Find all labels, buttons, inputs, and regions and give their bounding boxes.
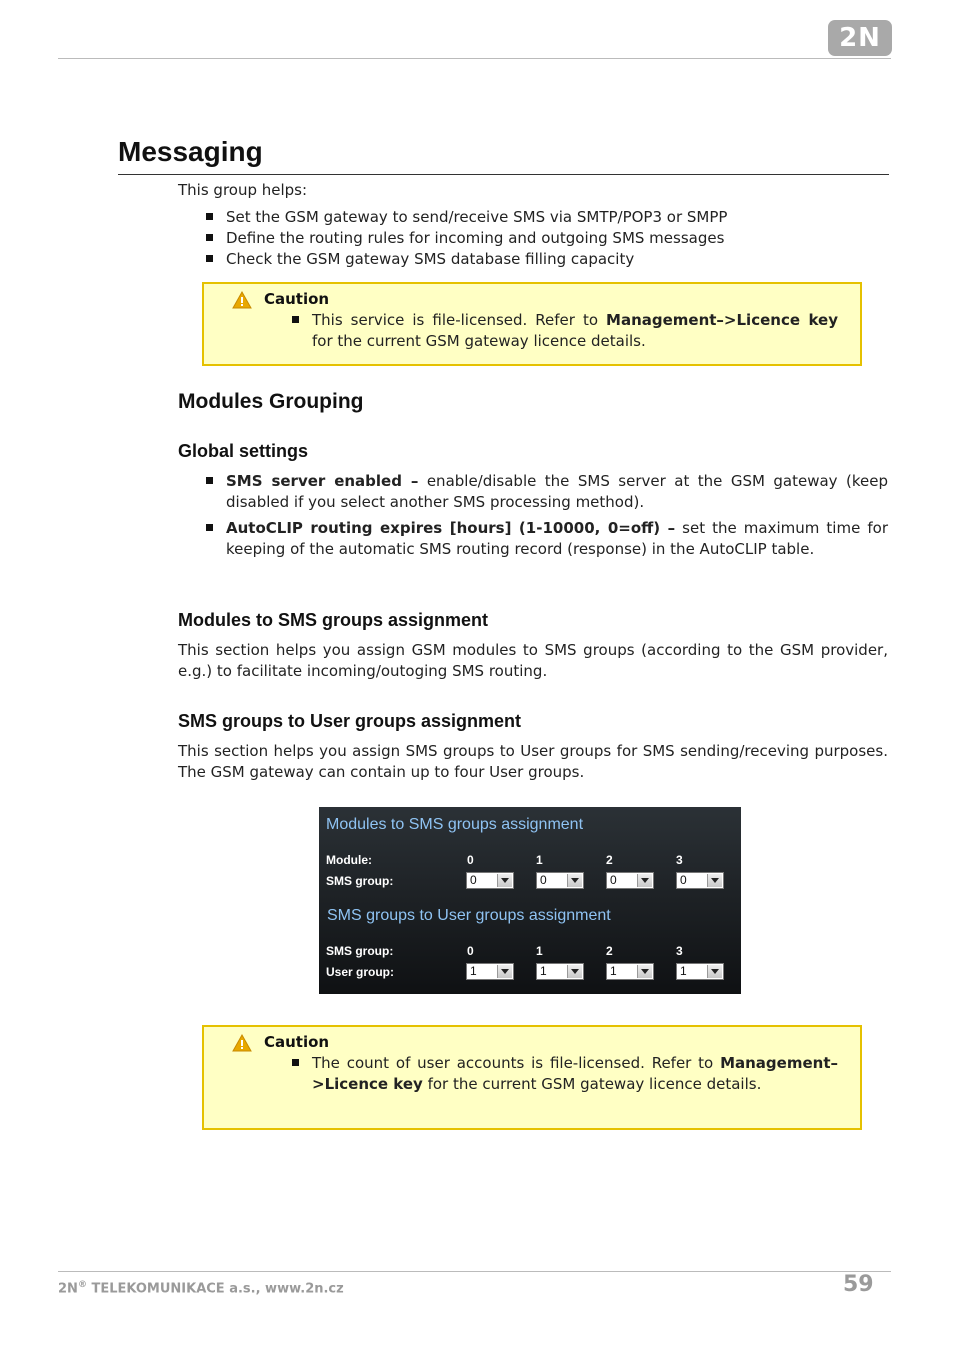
chevron-down-icon[interactable] [497,874,512,887]
sms-group-select-1[interactable] [536,872,584,889]
caution-list [290,1053,838,1095]
panel-section-title: SMS groups to User groups assignment [327,907,611,924]
intro-text: This group helps: [178,181,308,199]
caution-text: for the current GSM gateway licence details. [422,1075,762,1093]
caution-box [202,282,862,366]
column-header: 2 [606,853,613,867]
caution-link-text: Management–>Licence key [606,311,838,329]
footer-company-text: TELEKOMUNIKACE a.s., www.2n.cz [86,1281,344,1297]
intro-list [204,207,888,270]
column-header: 3 [676,944,683,958]
item-term: SMS server enabled – [226,472,419,490]
select-value: 0 [610,873,617,887]
chevron-down-icon[interactable] [707,874,722,887]
caution-text: This service is file-licensed. Refer to [312,311,607,329]
column-header: 1 [536,944,543,958]
header-rule [58,58,891,59]
module-label: Module: [326,853,372,867]
chevron-down-icon[interactable] [497,965,512,978]
caution-list [290,310,838,352]
column-header: 2 [606,944,613,958]
select-value: 1 [540,964,547,978]
item-desc: enable/disable the SMS server at the GSM gateway (keep disabled if you select another SMS processing method). [226,472,888,511]
column-header: 3 [676,853,683,867]
title-rule [118,174,889,175]
list-item: Check the GSM gateway SMS database filling capacity [204,249,888,270]
panel-section-title: Modules to SMS groups assignment [326,816,584,833]
item-desc: set the maximum time for keeping of the automatic SMS routing record (response) in the AutoCLIP table. [226,519,888,558]
caution-text: The count of user accounts is file-licensed. Refer to [312,1054,721,1072]
sms-group-select-2[interactable] [606,872,654,889]
footer-company [58,1280,344,1296]
warning-icon [232,291,252,309]
select-value: 0 [680,873,687,887]
column-header: 1 [536,853,543,867]
user-group-select-2[interactable] [606,963,654,980]
chevron-down-icon[interactable] [567,965,582,978]
chevron-down-icon[interactable] [637,874,652,887]
user-group-label: User group: [326,965,395,979]
select-value: 1 [680,964,687,978]
sms-group-label: SMS group: [326,874,394,888]
list-item [204,471,888,513]
column-header: 0 [467,944,474,958]
modules-to-sms-title: Modules to SMS groups assignment [178,610,489,630]
registered-mark: ® [77,1280,87,1290]
chevron-down-icon[interactable] [567,874,582,887]
page-title: Messaging [118,136,263,167]
sms-group-label: SMS group: [326,944,394,958]
chevron-down-icon[interactable] [637,965,652,978]
sms-group-select-0[interactable] [466,872,514,889]
caution-title: Caution [264,290,330,308]
chevron-down-icon[interactable] [707,965,722,978]
warning-icon [232,1034,252,1052]
section-title: Modules Grouping [178,390,364,413]
modules-to-sms-text: This section helps you assign GSM modules to SMS groups (according to the GSM provider, e.g.) to facilitate incoming/outoging SMS routing. [178,641,888,680]
caution-item [290,310,838,352]
global-settings-title: Global settings [178,441,309,461]
page-number: 59 [843,1272,874,1297]
column-header: 0 [467,853,474,867]
caution-link-text: Management–>Licence key [312,1054,838,1093]
select-value: 1 [610,964,617,978]
caution-box [202,1025,862,1130]
footer-rule [58,1271,891,1272]
select-value: 1 [470,964,477,978]
user-group-select-1[interactable] [536,963,584,980]
item-term: AutoCLIP routing expires [hours] (1-10000, 0=off) – [226,519,676,537]
caution-item [290,1053,838,1095]
list-item: Define the routing rules for incoming and outgoing SMS messages [204,228,888,249]
sms-to-user-text: This section helps you assign SMS groups to User groups for SMS sending/receving purposes. The GSM gateway can contain up to four User groups. [178,742,888,781]
user-group-select-3[interactable] [676,963,724,980]
settings-screenshot [319,807,741,994]
caution-title: Caution [264,1033,330,1051]
list-item: Set the GSM gateway to send/receive SMS via SMTP/POP3 or SMPP [204,207,888,228]
select-value: 0 [540,873,547,887]
footer-brand: 2N [58,1281,78,1297]
global-settings-list [204,471,888,560]
select-value: 0 [470,873,477,887]
caution-text: for the current GSM gateway licence details. [312,332,646,350]
sms-to-user-title: SMS groups to User groups assignment [178,711,522,731]
company-logo: 2N [828,20,892,56]
user-group-select-0[interactable] [466,963,514,980]
list-item [204,518,888,560]
sms-group-select-3[interactable] [676,872,724,889]
